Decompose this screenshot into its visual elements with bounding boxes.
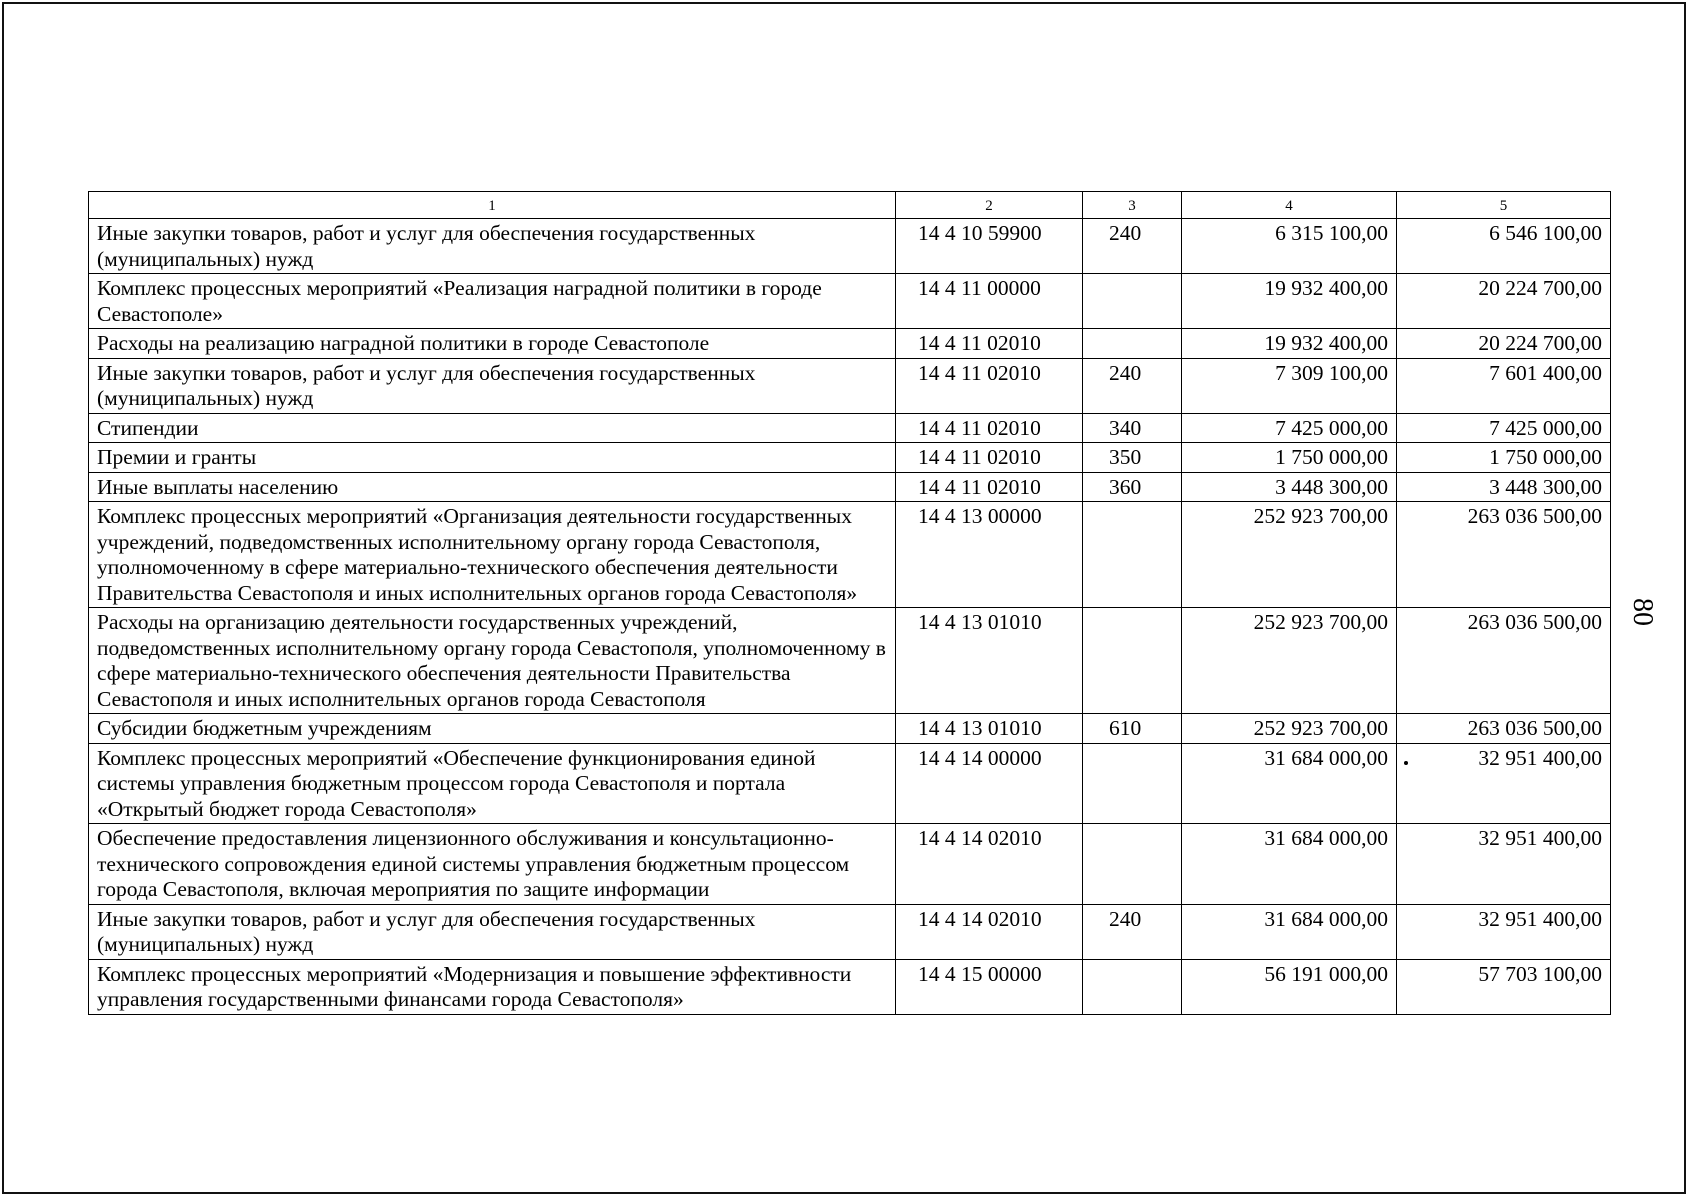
amount-year-2-cell: 20 224 700,00: [1397, 274, 1611, 329]
target-code-cell: 14 4 14 00000: [896, 743, 1083, 824]
target-code-cell: 14 4 13 00000: [896, 502, 1083, 608]
amount-year-1-cell: 252 923 700,00: [1182, 608, 1397, 714]
column-header-5: 5: [1397, 192, 1611, 219]
amount-year-1-cell: 7 425 000,00: [1182, 413, 1397, 443]
target-code-cell: 14 4 11 02010: [896, 329, 1083, 359]
amount-year-2-cell: 32 951 400,00: [1397, 824, 1611, 905]
expense-type-cell: 360: [1083, 472, 1182, 502]
expense-type-cell: 240: [1083, 219, 1182, 274]
item-name-cell: Субсидии бюджетным учреждениям: [89, 714, 896, 744]
amount-year-1-cell: 31 684 000,00: [1182, 824, 1397, 905]
item-name-cell: Иные выплаты населению: [89, 472, 896, 502]
amount-year-2-cell: 32 951 400,00: [1397, 743, 1611, 824]
expense-type-cell: 240: [1083, 358, 1182, 413]
item-name-cell: Комплекс процессных мероприятий «Обеспечение функционирования единой системы управления бюджетным процессом города Севастополя и портала «Открытый бюджет города Севастополя»: [89, 743, 896, 824]
amount-year-1-cell: 252 923 700,00: [1182, 714, 1397, 744]
expense-type-cell: 240: [1083, 904, 1182, 959]
table-row: [89, 608, 1611, 714]
table-row: [89, 413, 1611, 443]
expense-type-cell: 340: [1083, 413, 1182, 443]
amount-year-1-cell: 31 684 000,00: [1182, 743, 1397, 824]
amount-year-1-cell: 19 932 400,00: [1182, 329, 1397, 359]
item-name-cell: Премии и гранты: [89, 443, 896, 473]
expense-type-cell: [1083, 502, 1182, 608]
column-header-1: 1: [89, 192, 896, 219]
column-header-4: 4: [1182, 192, 1397, 219]
expense-type-cell: [1083, 743, 1182, 824]
table-row: [89, 502, 1611, 608]
target-code-cell: 14 4 14 02010: [896, 824, 1083, 905]
amount-year-2-cell: 57 703 100,00: [1397, 959, 1611, 1014]
table-row: [89, 219, 1611, 274]
page-number: 80: [1627, 598, 1658, 626]
amount-year-2-cell: 7 601 400,00: [1397, 358, 1611, 413]
table-row: [89, 714, 1611, 744]
table-row: [89, 743, 1611, 824]
amount-year-1-cell: 31 684 000,00: [1182, 904, 1397, 959]
table-row: [89, 472, 1611, 502]
item-name-cell: Иные закупки товаров, работ и услуг для обеспечения государственных (муниципальных) нужд: [89, 904, 896, 959]
expense-type-cell: [1083, 608, 1182, 714]
amount-year-1-cell: 19 932 400,00: [1182, 274, 1397, 329]
amount-year-2-cell: 1 750 000,00: [1397, 443, 1611, 473]
table-row: [89, 274, 1611, 329]
table-row: [89, 443, 1611, 473]
target-code-cell: 14 4 11 02010: [896, 358, 1083, 413]
amount-year-1-cell: 6 315 100,00: [1182, 219, 1397, 274]
table-row: [89, 329, 1611, 359]
item-name-cell: Расходы на организацию деятельности государственных учреждений, подведомственных исполнительному органу города Севастополя, уполномоченному в сфере материально-технического обеспечения деятельности Правительства Севастополя и иных исполнительных органов города Севастополя: [89, 608, 896, 714]
item-name-cell: Стипендии: [89, 413, 896, 443]
amount-year-1-cell: 1 750 000,00: [1182, 443, 1397, 473]
table-row: [89, 824, 1611, 905]
amount-year-2-cell: 20 224 700,00: [1397, 329, 1611, 359]
target-code-cell: 14 4 15 00000: [896, 959, 1083, 1014]
amount-year-1-cell: 252 923 700,00: [1182, 502, 1397, 608]
expense-type-cell: [1083, 274, 1182, 329]
item-name-cell: Комплекс процессных мероприятий «Реализация наградной политики в городе Севастополе»: [89, 274, 896, 329]
item-name-cell: Иные закупки товаров, работ и услуг для обеспечения государственных (муниципальных) нужд: [89, 219, 896, 274]
expense-type-cell: 610: [1083, 714, 1182, 744]
table-row: [89, 904, 1611, 959]
item-name-cell: Комплекс процессных мероприятий «Модернизация и повышение эффективности управления государственными финансами города Севастополя»: [89, 959, 896, 1014]
item-name-cell: Обеспечение предоставления лицензионного обслуживания и консультационно-технического сопровождения единой системы управления бюджетным процессом города Севастополя, включая мероприятия по защите информации: [89, 824, 896, 905]
amount-year-2-cell: 263 036 500,00: [1397, 608, 1611, 714]
target-code-cell: 14 4 13 01010: [896, 608, 1083, 714]
scan-artifact-dot: [1404, 761, 1408, 765]
column-header-3: 3: [1083, 192, 1182, 219]
expense-type-cell: [1083, 824, 1182, 905]
amount-year-2-cell: 6 546 100,00: [1397, 219, 1611, 274]
expense-type-cell: [1083, 329, 1182, 359]
amount-year-2-cell: 32 951 400,00: [1397, 904, 1611, 959]
target-code-cell: 14 4 14 02010: [896, 904, 1083, 959]
amount-year-2-cell: 3 448 300,00: [1397, 472, 1611, 502]
table-row: [89, 959, 1611, 1014]
amount-year-2-cell: 263 036 500,00: [1397, 714, 1611, 744]
target-code-cell: 14 4 11 02010: [896, 413, 1083, 443]
item-name-cell: Комплекс процессных мероприятий «Организация деятельности государственных учреждений, подведомственных исполнительному органу города Севастополя, уполномоченному в сфере материально-технического обеспечения деятельности Правительства Севастополя и иных исполнительных органов города Севастополя»: [89, 502, 896, 608]
table-header-row: [89, 192, 1611, 219]
amount-year-1-cell: 56 191 000,00: [1182, 959, 1397, 1014]
item-name-cell: Расходы на реализацию наградной политики в городе Севастополе: [89, 329, 896, 359]
target-code-cell: 14 4 11 02010: [896, 472, 1083, 502]
amount-year-2-cell: 263 036 500,00: [1397, 502, 1611, 608]
expense-type-cell: [1083, 959, 1182, 1014]
target-code-cell: 14 4 10 59900: [896, 219, 1083, 274]
target-code-cell: 14 4 13 01010: [896, 714, 1083, 744]
amount-year-1-cell: 3 448 300,00: [1182, 472, 1397, 502]
amount-year-2-cell: 7 425 000,00: [1397, 413, 1611, 443]
item-name-cell: Иные закупки товаров, работ и услуг для обеспечения государственных (муниципальных) нужд: [89, 358, 896, 413]
table-row: [89, 358, 1611, 413]
target-code-cell: 14 4 11 00000: [896, 274, 1083, 329]
budget-table: [88, 191, 1611, 1015]
amount-year-1-cell: 7 309 100,00: [1182, 358, 1397, 413]
target-code-cell: 14 4 11 02010: [896, 443, 1083, 473]
expense-type-cell: 350: [1083, 443, 1182, 473]
column-header-2: 2: [896, 192, 1083, 219]
